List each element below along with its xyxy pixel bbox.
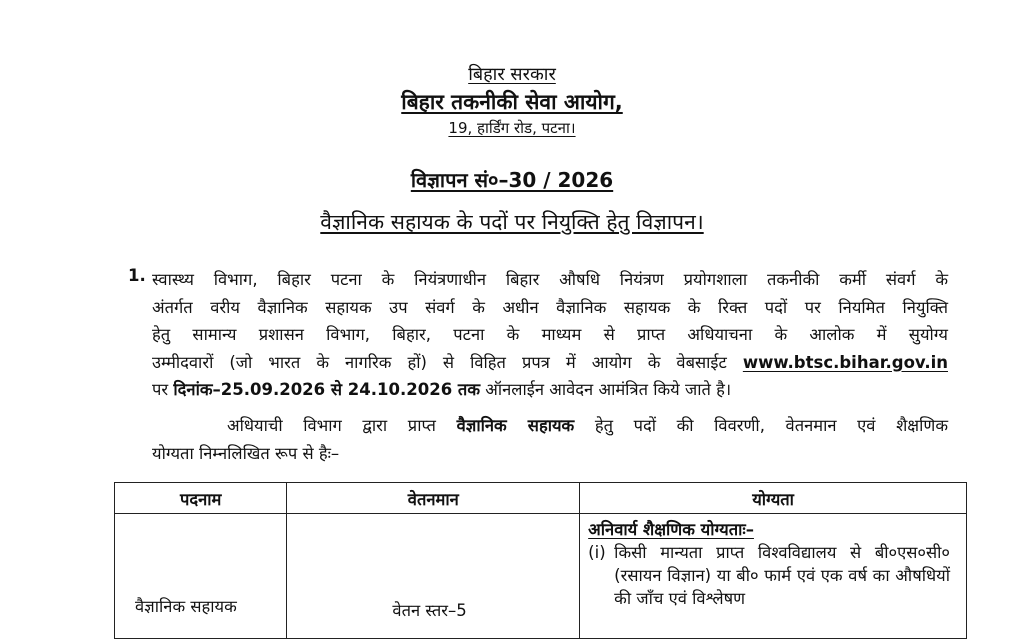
pay-cell xyxy=(287,514,580,639)
paragraph-1-line-4 xyxy=(152,349,948,377)
qualification-index: (i) xyxy=(588,543,606,562)
government-name: बिहार सरकार xyxy=(468,64,556,85)
commission-name: बिहार तकनीकी सेवा आयोग, xyxy=(401,90,623,114)
paragraph-1-line-3: हेतु सामान्य प्रशासन विभाग, बिहार, पटना के माध्यम से प्राप्त अधियाचना के आलोक में सुयोग्य xyxy=(152,325,948,344)
paragraph-number: 1. xyxy=(128,266,146,285)
website-link[interactable]: www.btsc.bihar.gov.in xyxy=(742,352,948,372)
header-post: पदनाम xyxy=(115,483,287,514)
qualification-heading: अनिवार्य शैक्षणिक योग्यताः– xyxy=(588,520,754,539)
table-header-row xyxy=(115,483,967,514)
paragraph-1 xyxy=(152,266,948,404)
application-dates: दिनांक–25.09.2026 से 24.10.2026 तक xyxy=(173,380,480,399)
post-cell xyxy=(115,514,287,639)
paragraph-1-line-5 xyxy=(152,376,948,404)
line-5-prefix: पर xyxy=(152,380,169,399)
post-name: वैज्ञानिक सहायक xyxy=(135,597,237,616)
paragraph-2-line-1 xyxy=(152,412,948,440)
paragraph-2 xyxy=(152,412,948,467)
pay-level: वेतन स्तर–5 xyxy=(392,601,467,620)
line-5-suffix: ऑनलाईन आवेदन आमंत्रित किये जाते है। xyxy=(485,380,732,399)
advertisement-number: विज्ञापन सं०–30 / 2026 xyxy=(410,168,614,192)
post-name-bold: वैज्ञानिक सहायक xyxy=(456,416,575,435)
qualification-text: किसी मान्यता प्राप्त विश्वविद्यालय से बी०एस०सी० (रसायन विज्ञान) या बी० फार्म एवं एक वर्ष का औषधियों की जाँच एवं विश्लेषण xyxy=(614,543,950,608)
line-1-suffix: हेतु पदों की विवरणी, वेतनमान एवं शैक्षणिक xyxy=(594,416,948,435)
line-1-prefix: अधियाची विभाग द्वारा प्राप्त xyxy=(227,416,436,435)
table-row xyxy=(115,514,967,639)
qualification-cell xyxy=(580,514,967,639)
vacancy-table xyxy=(114,482,967,639)
paragraph-1-line-2: अंतर्गत वरीय वैज्ञानिक सहायक उप संवर्ग के अधीन वैज्ञानिक सहायक के रिक्त पदों पर नियमित नियुक्ति xyxy=(152,297,948,317)
header-pay: वेतनमान xyxy=(287,483,580,514)
line-4-text: उम्मीदवारों (जो भारत के नागरिक हों) से विहित प्रपत्र में आयोग के वेबसाईट xyxy=(152,352,727,372)
advertisement-title: वैज्ञानिक सहायक के पदों पर नियुक्ति हेतु विज्ञापन। xyxy=(320,210,704,234)
qualification-item xyxy=(588,541,950,610)
paragraph-2-line-2: योग्यता निम्नलिखित रूप से हैः– xyxy=(152,443,340,463)
commission-address: 19, हार्डिंग रोड, पटना। xyxy=(448,119,576,137)
paragraph-1-line-1: स्वास्थ्य विभाग, बिहार पटना के नियंत्रणाधीन बिहार औषधि नियंत्रण प्रयोगशाला तकनीकी कर्मी संवर्ग के xyxy=(152,270,948,289)
header-qualification: योग्यता xyxy=(580,483,967,514)
